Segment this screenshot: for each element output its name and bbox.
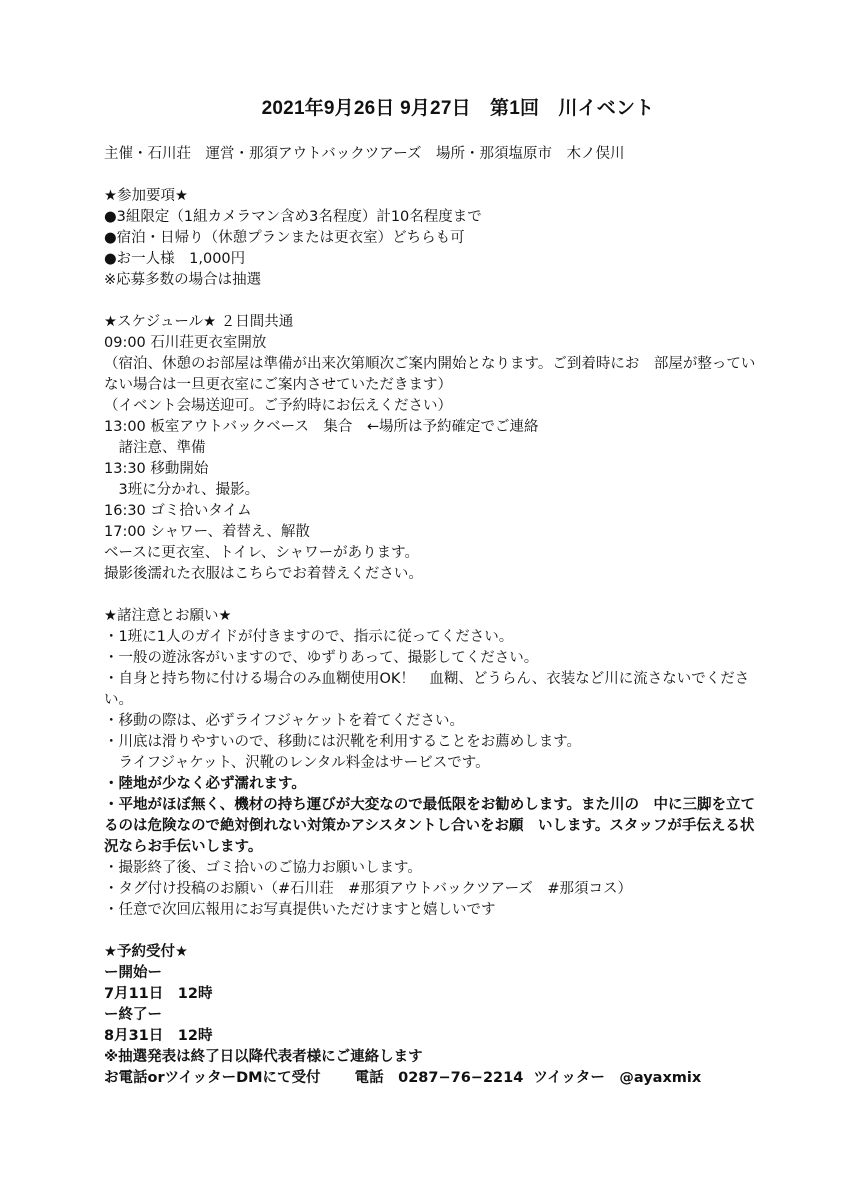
notes-bold-line: ・平地がほぼ無く、機材の持ち運びが大変なので最低限をお勧めします。また川の 中に三脚を立てるのは危険なので絶対倒れない対策かアシスタントし合いをお願 いします。スタッフが手伝える状況ならお手伝いします。 (104, 797, 756, 855)
notes-line: ライフジャケット、沢靴のレンタル料金はサービスです。 (104, 755, 490, 771)
reservation-line: ※抽選発表は終了日以降代表者様にご連絡します (104, 1049, 423, 1065)
participation-line: ※応募多数の場合は抽選 (104, 272, 262, 288)
schedule-line: 諸注意、準備 (104, 440, 206, 456)
reservation-line: 7月11日 12時 (104, 986, 213, 1002)
schedule-line: 16:30 ゴミ拾いタイム (104, 503, 252, 519)
schedule-line: 17:00 シャワー、着替え、解散 (104, 524, 310, 540)
schedule-line: （宿泊、休憩のお部屋は準備が出来次第順次ご案内開始となります。ご到着時にお 部屋が整っていない場合は一旦更衣室にご案内させていただきます） (104, 356, 756, 393)
notes-line: ・撮影終了後、ゴミ拾いのご協力お願いします。 (104, 860, 422, 876)
notes-heading: ★諸注意とお願い★ (104, 608, 232, 624)
participation-line: ●お一人様 1,000円 (104, 251, 246, 267)
notes-section (104, 606, 834, 921)
notes-line: ・1班に1人のガイドが付きますので、指示に従ってください。 (104, 629, 514, 645)
schedule-line: （イベント会場送迎可。ご予約時にお伝えください） (104, 398, 452, 414)
organizer-info: 主催・石川荘 運営・那須アウトバックツアーズ 場所・那須塩原市 木ノ俣川 (104, 146, 625, 162)
page-title: 2021年9月26日 9月27日 第1回 川イベント (261, 98, 655, 119)
participation-line: ●3組限定（1組カメラマン含め3名程度）計10名程度まで (104, 209, 482, 225)
reservation-heading: ★予約受付★ (104, 944, 188, 960)
participation-heading: ★参加要項★ (104, 188, 188, 204)
schedule-line: 3班に分かれ、撮影。 (104, 482, 260, 498)
participation-line: ●宿泊・日帰り（休憩プランまたは更衣室）どちらも可 (104, 230, 465, 246)
schedule-line: ベースに更衣室、トイレ、シャワーがあります。 (104, 545, 419, 561)
participation-section (104, 186, 834, 291)
notes-line: ・自身と持ち物に付ける場合のみ血糊使用OK！ 血糊、どうらん、衣装など川に流さないでください。 (104, 671, 750, 708)
document (104, 96, 834, 1110)
schedule-section (104, 312, 834, 585)
notes-line: ・移動の際は、必ずライフジャケットを着てください。 (104, 713, 465, 729)
reservation-line: ー開始ー (104, 965, 162, 981)
notes-line: ・川底は滑りやすいので、移動には沢靴を利用することをお薦めします。 (104, 734, 582, 750)
reservation-line: 8月31日 12時 (104, 1028, 213, 1044)
schedule-heading: ★スケジュール★ ２日間共通 (104, 314, 294, 330)
reservation-line: ー終了ー (104, 1007, 162, 1023)
schedule-line: 13:00 板室アウトバックベース 集合 ←場所は予約確定でご連絡 (104, 419, 539, 435)
reservation-section (104, 942, 834, 1089)
notes-line: ・一般の遊泳客がいますので、ゆずりあって、撮影してください。 (104, 650, 539, 666)
notes-line: ・タグ付け投稿のお願い（#石川荘 #那須アウトバックツアーズ #那須コス） (104, 881, 632, 897)
schedule-line: 13:30 移動開始 (104, 461, 209, 477)
contact-line: お電話orツイッターDMにて受付 電話 0287−76−2214 ツイッター @ayaxmix (104, 1070, 702, 1086)
notes-line: ・任意で次回広報用にお写真提供いただけますと嬉しいです (104, 902, 496, 918)
schedule-line: 09:00 石川荘更衣室開放 (104, 335, 267, 351)
notes-bold-line: ・陸地が少なく必ず濡れます。 (104, 776, 306, 792)
schedule-line: 撮影後濡れた衣服はこちらでお着替えください。 (104, 566, 423, 582)
